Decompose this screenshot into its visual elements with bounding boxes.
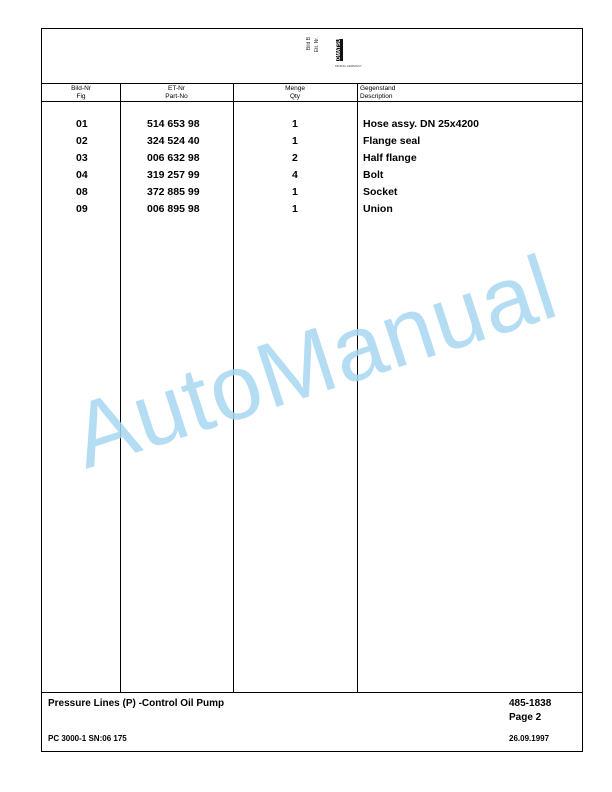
quantity: 4 bbox=[292, 169, 298, 181]
table-row bbox=[42, 186, 582, 203]
fig-number: 03 bbox=[76, 152, 88, 164]
description: Half flange bbox=[363, 152, 417, 164]
column-header-qty-de: Menge bbox=[285, 85, 305, 92]
page-number: Page 2 bbox=[509, 712, 542, 723]
description: Union bbox=[363, 203, 393, 215]
document-date: 26.09.1997 bbox=[509, 734, 550, 743]
description: Bolt bbox=[363, 169, 384, 181]
quantity: 1 bbox=[292, 203, 298, 215]
logo-label-1: Bild B bbox=[306, 37, 312, 51]
column-header-desc-en: Description bbox=[360, 92, 393, 100]
header-box bbox=[42, 29, 582, 84]
table-row bbox=[42, 169, 582, 186]
column-header-fig-de: Bild-Nr bbox=[71, 85, 91, 92]
part-number: 324 524 40 bbox=[147, 135, 200, 147]
column-header-desc bbox=[360, 85, 560, 100]
part-number: 514 653 98 bbox=[147, 118, 200, 130]
column-header-fig bbox=[42, 85, 120, 100]
logo-label-2: Ett. Nr. bbox=[314, 37, 320, 53]
logo-brand-text: KOMATSU bbox=[336, 39, 342, 64]
part-number: 006 632 98 bbox=[147, 152, 200, 164]
table-row bbox=[42, 203, 582, 220]
fig-number: 04 bbox=[76, 169, 88, 181]
document-number: 485-1838 bbox=[509, 698, 552, 709]
table-row bbox=[42, 152, 582, 169]
column-header-desc-de: Gegenstand bbox=[360, 85, 396, 92]
column-header-qty-en: Qty bbox=[289, 92, 301, 100]
fig-number: 01 bbox=[76, 118, 88, 130]
column-header-part bbox=[120, 85, 233, 100]
column-header-part-de: ET-Nr bbox=[168, 85, 185, 92]
part-number: 372 885 99 bbox=[147, 186, 200, 198]
table-row bbox=[42, 118, 582, 135]
footer-divider bbox=[42, 692, 582, 693]
description: Flange seal bbox=[363, 135, 421, 147]
fig-number: 09 bbox=[76, 203, 88, 215]
quantity: 2 bbox=[292, 152, 298, 164]
watermark: AutoManual bbox=[60, 236, 569, 488]
quantity: 1 bbox=[292, 135, 298, 147]
quantity: 1 bbox=[292, 186, 298, 198]
logo-subtitle: MINING GERMANY bbox=[335, 64, 362, 68]
logo-brand-block bbox=[336, 39, 343, 64]
drawing-title: Pressure Lines (P) -Control Oil Pump bbox=[48, 698, 225, 709]
column-header-part-en: Part-No bbox=[165, 92, 188, 100]
quantity: 1 bbox=[292, 118, 298, 130]
fig-number: 08 bbox=[76, 186, 88, 198]
part-number: 006 895 98 bbox=[147, 203, 200, 215]
part-number: 319 257 99 bbox=[147, 169, 200, 181]
fig-number: 02 bbox=[76, 135, 88, 147]
column-header-divider bbox=[42, 101, 582, 102]
table-row bbox=[42, 135, 582, 152]
komatsu-logo bbox=[305, 37, 362, 75]
description: Hose assy. DN 25x4200 bbox=[363, 118, 479, 130]
machine-serial: PC 3000-1 SN:06 175 bbox=[48, 734, 127, 743]
parts-list-frame bbox=[41, 28, 583, 752]
column-header-qty bbox=[233, 85, 357, 100]
column-header-fig-en: Fig bbox=[76, 92, 86, 100]
description: Socket bbox=[363, 186, 398, 198]
